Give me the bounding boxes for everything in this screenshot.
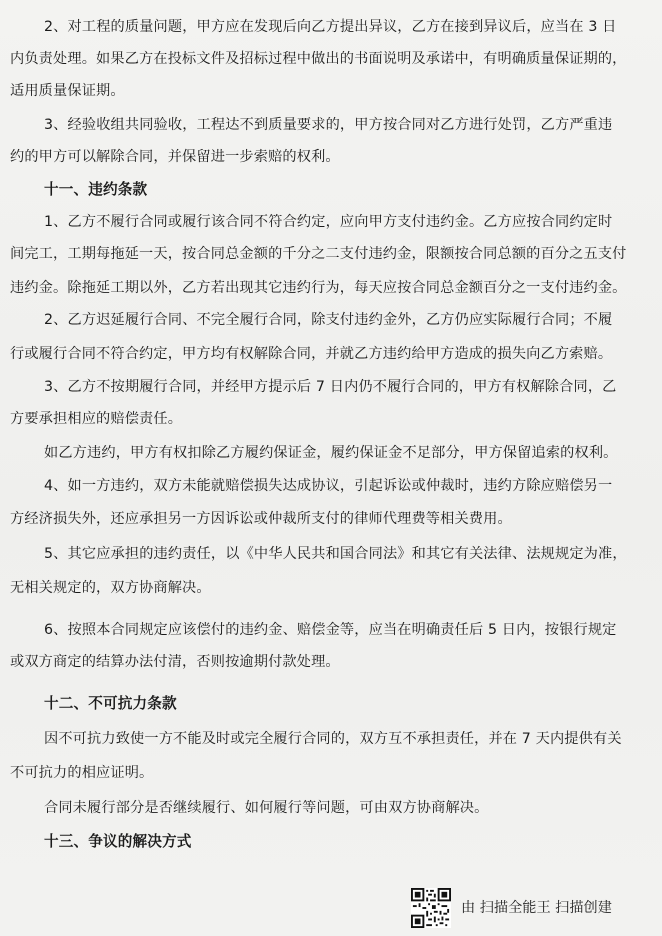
- text-line: 2、对工程的质量问题，甲方应在发现后向乙方提出异议，乙方在接到异议后，应当在 3 日: [44, 19, 617, 35]
- qr-code-icon: [411, 888, 451, 928]
- text-line: 3、乙方不按期履行合同，并经甲方提示后 7 日内仍不履行合同的，甲方有权解除合同，乙: [44, 379, 617, 395]
- text-line: 3、经验收组共同验收，工程达不到质量要求的，甲方按合同对乙方进行处罚，乙方严重违: [44, 117, 613, 133]
- text-line: 适用质量保证期。: [10, 83, 125, 99]
- text-line: 违约金。除拖延工期以外，乙方若出现其它违约行为，每天应按合同总金额百分之一支付违约金。: [10, 280, 627, 296]
- text-line: 方要承担相应的赔偿责任。: [10, 411, 183, 427]
- text-line: 合同未履行部分是否继续履行、如何履行等问题，可由双方协商解决。: [44, 800, 489, 816]
- section-heading: 十一、违约条款: [44, 181, 148, 198]
- section-heading: 十二、不可抗力条款: [44, 695, 177, 712]
- text-line: 不可抗力的相应证明。: [10, 765, 154, 781]
- text-line: 或双方商定的结算办法付清，否则按逾期付款处理。: [10, 654, 340, 670]
- text-line: 6、按照本合同规定应该偿付的违约金、赔偿金等，应当在明确责任后 5 日内，按银行规定: [44, 622, 617, 638]
- text-line: 1、乙方不履行合同或履行该合同不符合约定，应向甲方支付违约金。乙方应按合同约定时: [44, 214, 613, 230]
- text-line: 间完工，工期每拖延一天，按合同总金额的千分之二支付违约金，限额按合同总额的百分之五支付: [10, 246, 627, 262]
- text-line: 无相关规定的，双方协商解决。: [10, 580, 211, 596]
- text-line: 4、如一方违约，双方未能就赔偿损失达成协议，引起诉讼或仲裁时，违约方除应赔偿另一: [44, 478, 613, 494]
- text-line: 内负责处理。如果乙方在投标文件及招标过程中做出的书面说明及承诺中，有明确质量保证期的，: [10, 51, 627, 67]
- text-line: 如乙方违约，甲方有权扣除乙方履约保证金，履约保证金不足部分，甲方保留追索的权利。: [44, 445, 618, 461]
- text-line: 5、其它应承担的违约责任，以《中华人民共和国合同法》和其它有关法律、法规规定为准，: [44, 546, 627, 562]
- text-line: 行或履行合同不符合约定，甲方均有权解除合同，并就乙方违约给甲方造成的损失向乙方索赔。: [10, 346, 613, 362]
- scanner-watermark: [411, 888, 651, 930]
- text-line: 2、乙方迟延履行合同、不完全履行合同，除支付违约金外，乙方仍应实际履行合同；不履: [44, 312, 613, 328]
- text-line: 因不可抗力致使一方不能及时或完全履行合同的，双方互不承担责任，并在 7 天内提供有关: [44, 731, 622, 747]
- text-line: 约的甲方可以解除合同，并保留进一步索赔的权利。: [10, 149, 340, 165]
- scanner-credit-text: 由 扫描全能王 扫描创建: [461, 900, 612, 916]
- section-heading: 十三、争议的解决方式: [44, 833, 192, 850]
- text-line: 方经济损失外，还应承担另一方因诉讼或仲裁所支付的律师代理费等相关费用。: [10, 511, 512, 527]
